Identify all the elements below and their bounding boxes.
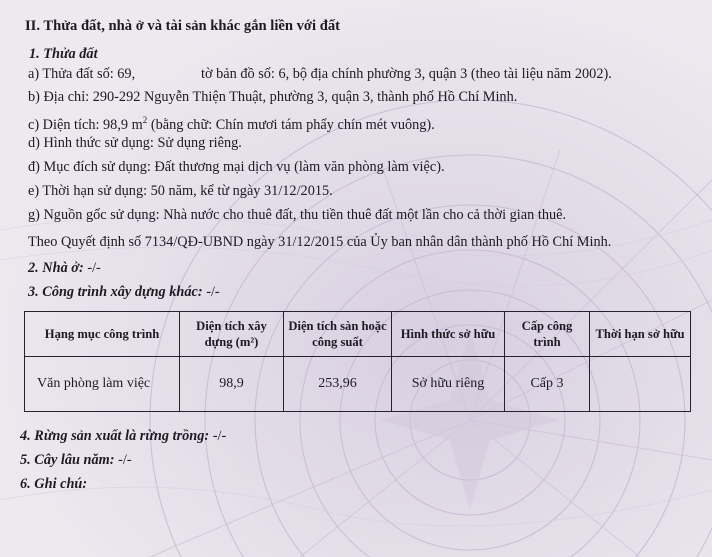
table-cell: Cấp 3	[505, 357, 590, 412]
table-header-cell: Hình thức sở hữu	[392, 312, 505, 357]
forest-value: -/-	[212, 428, 227, 444]
table-header-cell: Diện tích sàn hoặc công suất	[284, 312, 392, 357]
forest-label: 4. Rừng sản xuất là rừng trồng:	[20, 428, 210, 444]
area-prefix: c) Diện tích: 98,9 m	[28, 116, 143, 133]
usage-form: d) Hình thức sử dụng: Sử dụng riêng.	[28, 135, 242, 151]
table-cell: Văn phòng làm việc	[25, 357, 180, 412]
table-header-cell: Cấp công trình	[505, 312, 590, 357]
house-label: 2. Nhà ở:	[28, 260, 84, 276]
usage-origin: g) Nguồn gốc sử dụng: Nhà nước cho thuê đất, thu tiền thuê đất một lần cho cả thời gian thuê.	[28, 207, 567, 223]
table-header-row	[25, 312, 691, 357]
land-heading: 1. Thửa đất	[29, 46, 98, 62]
area-unit-exponent: 2	[142, 115, 148, 125]
table-cell: 253,96	[284, 357, 392, 412]
other-works-label: 3. Công trình xây dựng khác:	[28, 284, 203, 300]
table-header-cell: Hạng mục công trình	[25, 312, 180, 357]
usage-purpose: đ) Mục đích sử dụng: Đất thương mại dịch vụ (làm văn phòng làm việc).	[28, 159, 445, 175]
address: b) Địa chỉ: 290-292 Nguyễn Thiện Thuật, phường 3, quận 3, thành phố Hồ Chí Minh.	[28, 89, 518, 105]
house	[28, 259, 101, 277]
decision: Theo Quyết định số 7134/QĐ-UBND ngày 31/12/2015 của Ủy ban nhân dân thành phố Hồ Chí Minh.	[28, 234, 612, 250]
map-sheet: tờ bản đồ số: 6, bộ địa chính phường 3, quận 3 (theo tài liệu năm 2002).	[201, 66, 612, 82]
area	[28, 111, 435, 134]
perennial	[20, 451, 132, 469]
table-cell: 98,9	[180, 357, 284, 412]
table-row	[25, 357, 691, 412]
perennial-value: -/-	[118, 452, 132, 468]
notes-label: 6. Ghi chú:	[20, 476, 88, 492]
construction-table	[24, 311, 691, 412]
table-header-cell: Diện tích xây dựng (m²)	[180, 312, 284, 357]
table-header-cell: Thời hạn sở hữu	[590, 312, 691, 357]
area-suffix: (bằng chữ: Chín mươi tám phẩy chín mét vuông).	[147, 116, 435, 133]
table-cell: Sở hữu riêng	[392, 357, 505, 412]
forest	[20, 427, 226, 445]
parcel-number: a) Thửa đất số: 69,	[28, 66, 136, 82]
notes	[20, 475, 87, 493]
usage-term: e) Thời hạn sử dụng: 50 năm, kể từ ngày 31/12/2015.	[28, 183, 333, 199]
section-title: II. Thửa đất, nhà ở và tài sản khác gắn liền với đất	[25, 18, 340, 34]
perennial-label: 5. Cây lâu năm:	[20, 452, 115, 468]
other-works	[28, 283, 220, 301]
house-value: -/-	[87, 260, 101, 276]
table-cell	[590, 357, 691, 412]
other-works-value: -/-	[206, 284, 220, 300]
